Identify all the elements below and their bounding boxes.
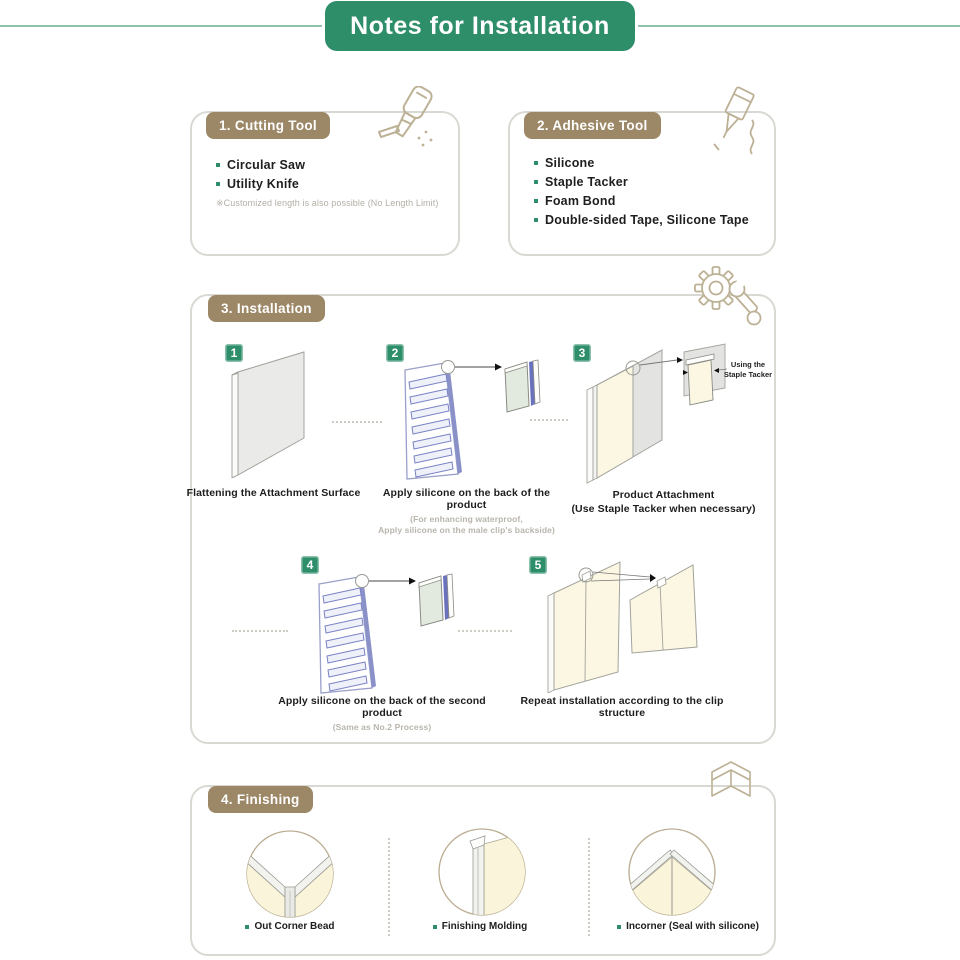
step-badge-3: 3 (573, 344, 591, 362)
list-item (216, 174, 305, 193)
bullet-icon (534, 180, 538, 184)
step3-attachment-illustration (580, 338, 728, 488)
cutting-note: ※Customized length is also possible (No Length Limit) (216, 198, 439, 208)
bullet-icon (216, 182, 220, 186)
annotation-line: Staple Tacker (723, 369, 773, 379)
cutting-item-label: Circular Saw (227, 157, 306, 172)
bullet-icon (433, 925, 437, 929)
step4-caption (277, 695, 487, 732)
cutting-item-label: Utility Knife (227, 176, 300, 191)
finishing-divider (388, 838, 390, 936)
caption-subtext: (For enhancing waterproof, (410, 514, 523, 524)
adhesive-item-label: Staple Tacker (545, 174, 628, 189)
caption-text: (Use Staple Tacker when necessary) (571, 503, 756, 515)
bullet-icon (245, 925, 249, 929)
bullet-icon (534, 161, 538, 165)
finishing-item-label: Finishing Molding (441, 921, 528, 932)
step1-caption (186, 487, 361, 499)
cutting-tool-header (206, 112, 330, 139)
step1-panel-illustration (229, 348, 315, 478)
finishing-header-text: 4. Finishing (221, 792, 300, 807)
staple-tacker-annotation (723, 360, 773, 379)
step-badge-4: 4 (301, 556, 319, 574)
title-rule-left (0, 25, 322, 27)
finishing-divider (588, 838, 590, 936)
utility-knife-icon (372, 86, 452, 152)
finishing-header (208, 786, 313, 813)
adhesive-item-label: Silicone (545, 155, 595, 170)
installation-header (208, 295, 325, 322)
step-divider (530, 419, 568, 421)
page-title (325, 1, 635, 51)
bullet-icon (534, 218, 538, 222)
caption-text: Apply silicone on the back of the second product (278, 695, 486, 719)
adhesive-item-label: Foam Bond (545, 193, 616, 208)
finishing-item-label: Incorner (Seal with silicone) (626, 921, 759, 932)
finishing-caption-3 (600, 921, 776, 932)
bullet-icon (216, 163, 220, 167)
adhesive-tool-items (534, 153, 749, 229)
step5-clip-illustration (540, 553, 765, 693)
step4-silicone-illustration (312, 566, 460, 698)
step-badge-2: 2 (386, 344, 404, 362)
step5-caption (508, 695, 736, 719)
annotation-line: Using the (730, 360, 766, 369)
list-item (534, 191, 749, 210)
incorner-illustration (626, 826, 718, 918)
step3-caption (566, 489, 761, 515)
caption-text: Product Attachment (612, 489, 715, 501)
list-item (534, 153, 749, 172)
finishing-caption-1 (230, 921, 350, 932)
adhesive-item-label: Double-sided Tape, Silicone Tape (545, 212, 749, 227)
installation-header-text: 3. Installation (221, 301, 312, 316)
step-divider (458, 630, 512, 632)
caption-subtext: (Same as No.2 Process) (332, 722, 432, 732)
adhesive-tool-header (524, 112, 661, 139)
out-corner-bead-illustration (244, 828, 336, 920)
adhesive-tool-header-text: 2. Adhesive Tool (537, 118, 648, 133)
list-item (216, 155, 305, 174)
step-badge-1: 1 (225, 344, 243, 362)
corner-bead-icon (702, 756, 760, 812)
page-title-text: Notes for Installation (350, 11, 610, 40)
caption-text: Flattening the Attachment Surface (186, 487, 361, 499)
finishing-molding-illustration (436, 826, 528, 918)
list-item (534, 210, 749, 229)
caption-text: Apply silicone on the back of the product (382, 487, 551, 511)
cutting-tool-items (216, 155, 305, 193)
step2-caption (374, 487, 559, 535)
finishing-item-label: Out Corner Bead (254, 921, 335, 932)
gear-wrench-icon (686, 262, 766, 330)
caption-subtext: Apply silicone on the male clip's backside) (378, 525, 555, 535)
silicone-gun-icon (698, 86, 770, 160)
cutting-tool-header-text: 1. Cutting Tool (219, 118, 317, 133)
bullet-icon (534, 199, 538, 203)
step-badge-5: 5 (529, 556, 547, 574)
step2-silicone-illustration (398, 352, 546, 484)
caption-text: Repeat installation according to the clip structure (520, 695, 724, 719)
title-rule-right (638, 25, 960, 27)
list-item (534, 172, 749, 191)
step-divider (332, 421, 382, 423)
bullet-icon (617, 925, 621, 929)
step-divider (232, 630, 288, 632)
finishing-caption-2 (420, 921, 540, 932)
